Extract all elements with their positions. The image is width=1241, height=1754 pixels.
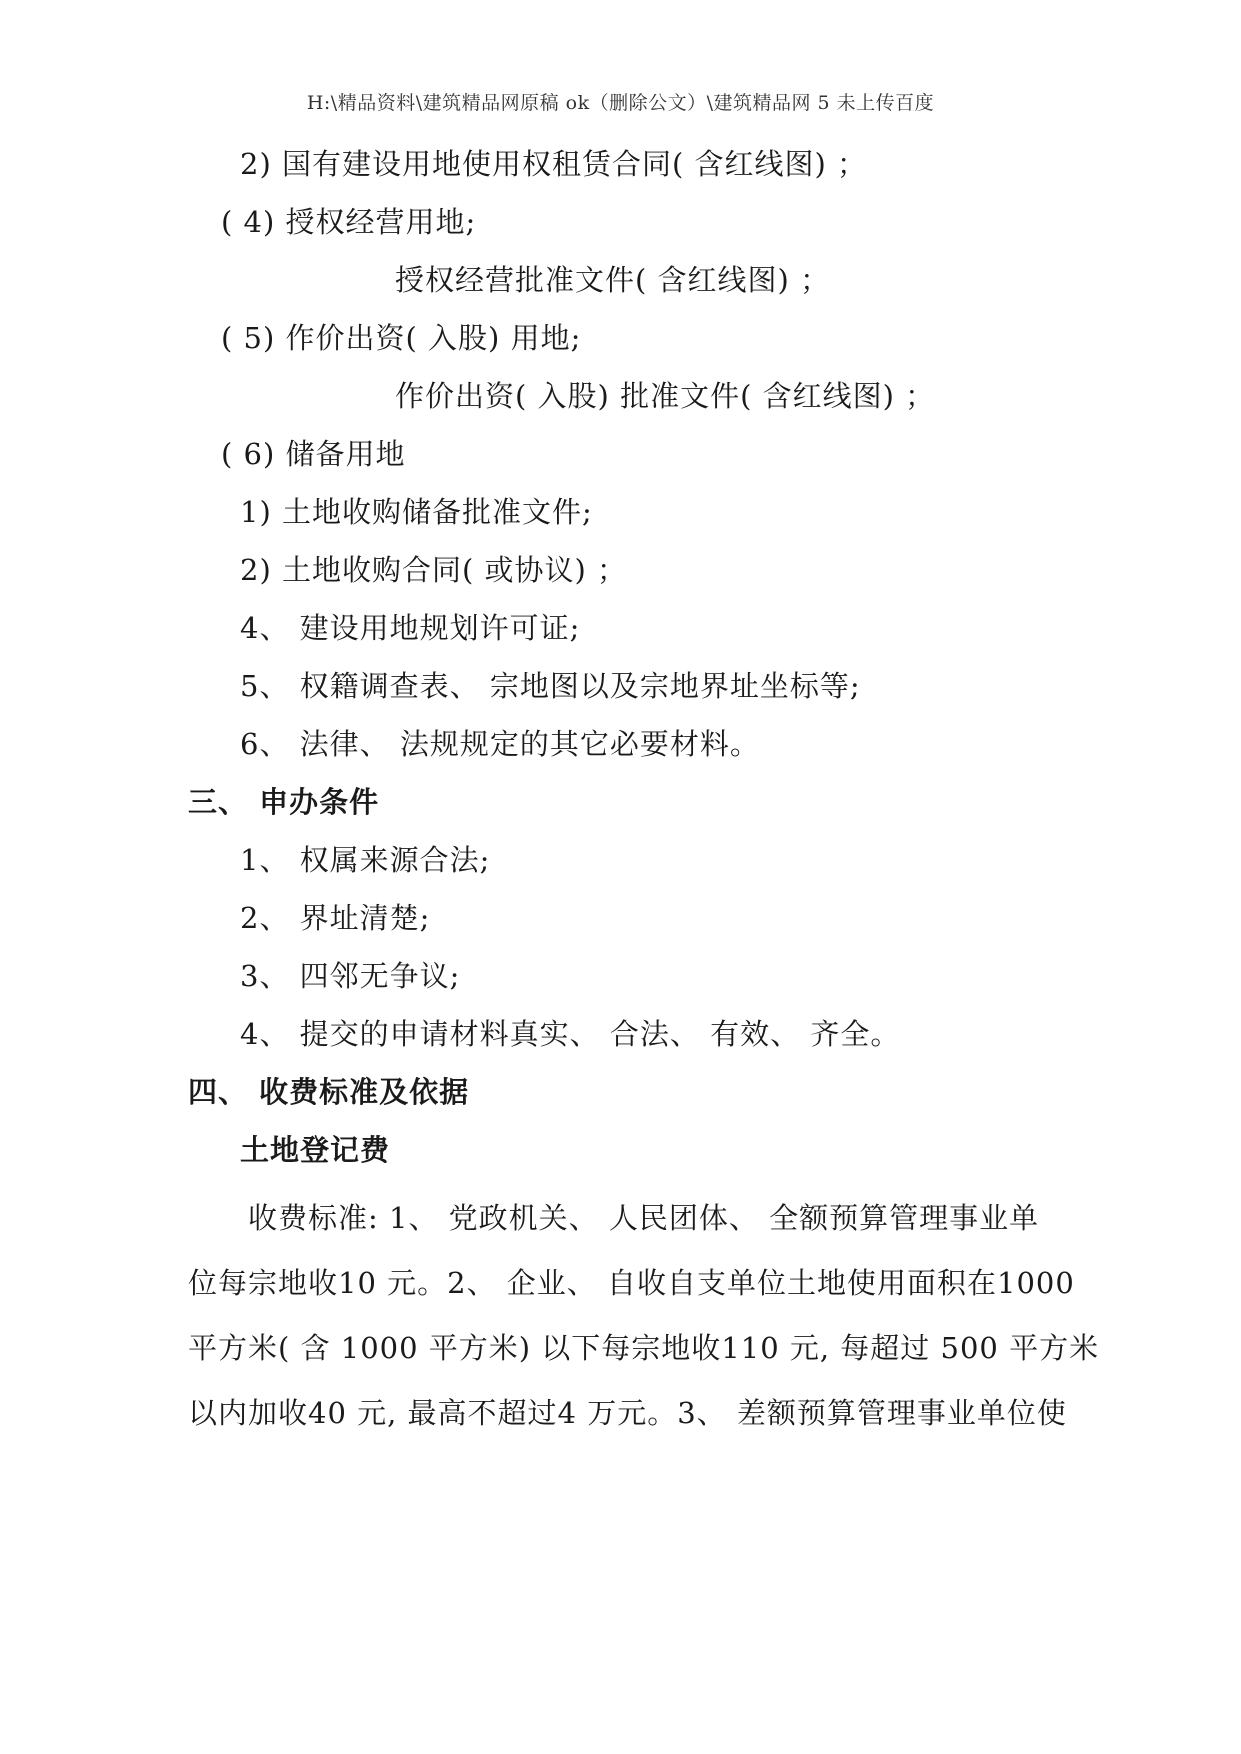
list-item: 3、 四邻无争议; [240,959,461,993]
list-item: 5、 权籍调查表、 宗地图以及宗地界址坐标等; [240,669,861,703]
list-item: 2、 界址清楚; [240,901,431,935]
list-item: 4、 提交的申请材料真实、 合法、 有效、 齐全。 [240,1017,901,1051]
section-heading-fees: 四、 收费标准及依据 [188,1075,470,1109]
list-item: 作价出资( 入股) 批准文件( 含红线图) ； [395,379,936,413]
paragraph-line: 以内加收40 元, 最高不超过4 万元。3、 差额预算管理事业单位使 [188,1396,1067,1430]
fee-standard-paragraph [188,1186,1100,1446]
list-item: 1) 土地收购储备批准文件; [240,495,593,529]
subsection-heading-registration-fee: 土地登记费 [240,1133,391,1167]
list-item: ( 5) 作价出资( 入股) 用地; [221,321,582,355]
list-item: 2) 土地收购合同( 或协议) ； [240,553,628,587]
list-item: 6、 法律、 法规规定的其它必要材料。 [240,727,760,761]
paragraph-line: 平方米( 含 1000 平方米) 以下每宗地收110 元, 每超过 500 平方米 [188,1331,1100,1365]
paragraph-line: 收费标准: 1、 党政机关、 人民团体、 全额预算管理事业单 [188,1201,1040,1235]
list-item: 授权经营批准文件( 含红线图) ； [395,263,831,297]
paragraph-line: 位每宗地收10 元。2、 企业、 自收自支单位土地使用面积在1000 [188,1266,1075,1300]
list-item: ( 6) 储备用地 [221,437,406,471]
list-item: 2) 国有建设用地使用权租赁合同( 含红线图) ； [240,147,868,181]
section-heading-conditions: 三、 申办条件 [188,785,380,819]
header-file-path: H:\精品资料\建筑精品网原稿 ok（删除公文）\建筑精品网 5 未上传百度 [306,92,935,114]
list-item: 1、 权属来源合法; [240,843,491,877]
list-item: 4、 建设用地规划许可证; [240,611,581,645]
list-item: ( 4) 授权经营用地; [221,205,477,239]
